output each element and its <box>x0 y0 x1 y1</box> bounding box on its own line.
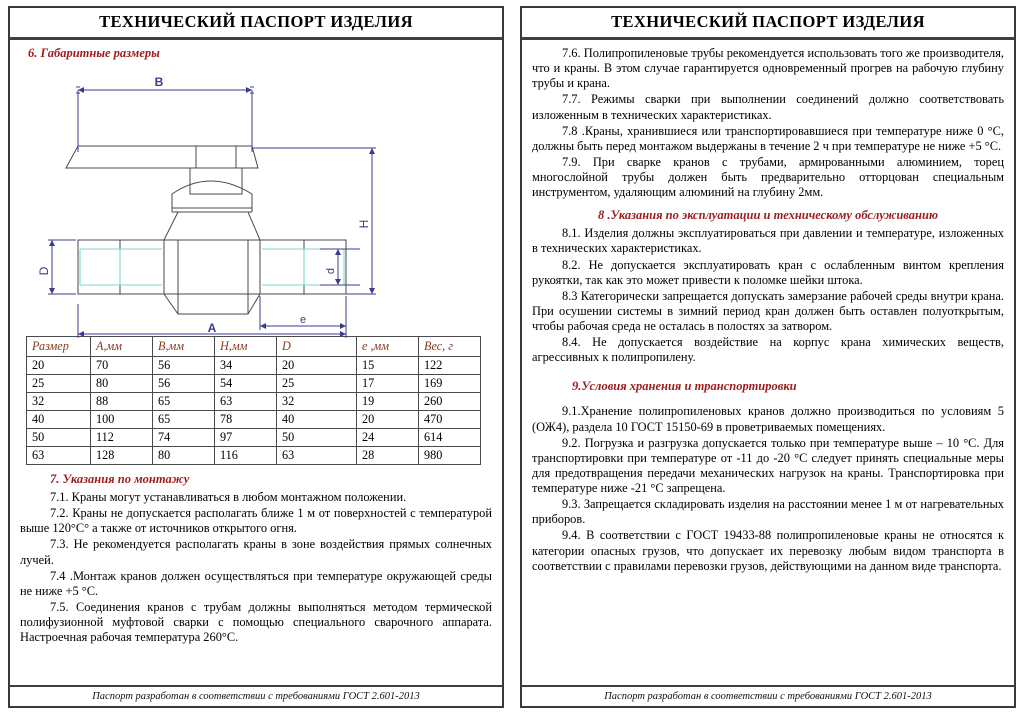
paragraph-7-7: 7.7. Режимы сварки при выполнении соединений должно соответствовать изложенным в технических характеристиках. <box>532 92 1004 122</box>
table-row <box>27 393 481 411</box>
table-cell: 20 <box>277 357 357 375</box>
table-cell: 122 <box>419 357 481 375</box>
paragraph-9-3: 9.3. Запрещается складировать изделия на расстоянии менее 1 м от нагревательных приборов. <box>532 497 1004 527</box>
table-row <box>27 447 481 465</box>
table-cell: 97 <box>215 429 277 447</box>
paragraph-8-1: 8.1. Изделия должны эксплуатироваться при давлении и температуре, изложенных в технических характеристиках. <box>532 226 1004 256</box>
paragraph-7-9: 7.9. При сварке кранов с трубами, армированными алюминием, торец многослойной трубы должен быть предварительно отторцован специальным инструментом, удаляющим алюминий на глубину 2мм. <box>532 154 1004 200</box>
footer-note: Паспорт разработан в соответствии с требованиями ГОСТ 2.601-2013 <box>92 691 420 702</box>
table-cell: 32 <box>277 393 357 411</box>
table-cell: 470 <box>419 411 481 429</box>
footer-note: Паспорт разработан в соответствии с требованиями ГОСТ 2.601-2013 <box>604 691 932 702</box>
right-page-header <box>522 8 1014 40</box>
table-cell: 56 <box>153 375 215 393</box>
table-header-cell: Вес, г <box>419 337 481 357</box>
table-header-cell: D <box>277 337 357 357</box>
table-cell: 128 <box>91 447 153 465</box>
table-cell: 19 <box>357 393 419 411</box>
paragraph-7-1: 7.1. Краны могут устанавливаться в любом монтажном положении. <box>50 490 407 504</box>
left-page-footer <box>10 685 502 706</box>
table-cell: 25 <box>277 375 357 393</box>
section-9-heading: 9.Условия хранения и транспортировки <box>572 379 797 394</box>
table-cell: 17 <box>357 375 419 393</box>
right-page <box>520 6 1016 708</box>
table-cell: 54 <box>215 375 277 393</box>
paragraph-9-1: 9.1.Хранение полипропиленовых кранов должно производиться по условиям 5 (ОЖ4), раздела 10 ГОСТ 15150-69 в проветриваемых помещениях. <box>532 404 1004 434</box>
table-cell: 20 <box>357 411 419 429</box>
table-header-cell: Размер <box>27 337 91 357</box>
paragraph-9-2: 9.2. Погрузка и разгрузка допускается только при температуре выше – 10 °С. Для транспортировки при температуре от -11 до -20 °С следует принять специальные меры для предотвращения передачи механических нагрузок на краны. Транспортировка при температуре ниже -21 °С запрещена. <box>532 435 1004 495</box>
section-7-heading: 7. Указания по монтажу <box>50 472 190 486</box>
paragraph-7-6: 7.6. Полипропиленовые трубы рекомендуется использовать того же производителя, что и краны. В этом случае гарантируется одновременный прогрев на рабочую глубину трубы и крана. <box>532 46 1004 91</box>
page-title: ТЕХНИЧЕСКИЙ ПАСПОРТ ИЗДЕЛИЯ <box>99 12 413 31</box>
right-page-footer <box>522 685 1014 706</box>
table-cell: 63 <box>27 447 91 465</box>
table-cell: 28 <box>357 447 419 465</box>
table-cell: 63 <box>215 393 277 411</box>
table-cell: 614 <box>419 429 481 447</box>
dim-label-d-inner: d <box>325 267 337 275</box>
page-title: ТЕХНИЧЕСКИЙ ПАСПОРТ ИЗДЕЛИЯ <box>611 12 925 31</box>
table-row <box>27 375 481 393</box>
left-page <box>8 6 504 708</box>
table-row <box>27 429 481 447</box>
dim-label-h: H <box>357 219 371 229</box>
table-cell: 50 <box>27 429 91 447</box>
table-cell: 260 <box>419 393 481 411</box>
table-cell: 80 <box>91 375 153 393</box>
table-cell: 112 <box>91 429 153 447</box>
table-cell: 34 <box>215 357 277 375</box>
table-cell: 100 <box>91 411 153 429</box>
table-cell: 980 <box>419 447 481 465</box>
table-cell: 32 <box>27 393 91 411</box>
table-cell: 56 <box>153 357 215 375</box>
table-header-cell: А,мм <box>91 337 153 357</box>
table-cell: 40 <box>277 411 357 429</box>
table-cell: 15 <box>357 357 419 375</box>
dim-label-b: B <box>154 75 164 89</box>
paragraph-7-5: 7.5. Соединения кранов с трубам должны выполняться методом термической полифузионной муфтовой сварки с помощью специального сварочного аппарата. Настроечная рабочая температура 260°С. <box>20 599 492 645</box>
table-cell: 63 <box>277 447 357 465</box>
paragraph-8-2: 8.2. Не допускается эксплуатировать кран с ослабленным винтом крепления рукоятки, так как это может привести к поломке шейки штока. <box>532 257 1004 287</box>
table-cell: 40 <box>27 411 91 429</box>
table-cell: 50 <box>277 429 357 447</box>
paragraph-7-2: 7.2. Краны не допускается располагать ближе 1 м от поверхностей с температурой выше 120°С° а также от источников открытого огня. <box>20 506 492 536</box>
table-cell: 169 <box>419 375 481 393</box>
table-cell: 65 <box>153 411 215 429</box>
table-header-cell: е ,мм <box>357 337 419 357</box>
table-header-cell: В,мм <box>153 337 215 357</box>
section-8-heading: 8 .Указания по эксплуатации и техническому обслуживанию <box>597 208 939 223</box>
table-cell: 78 <box>215 411 277 429</box>
ball-valve-drawing <box>20 64 492 335</box>
paragraph-7-4: 7.4 .Монтаж кранов должен осуществляться при температуре окружающей среды не ниже +5 °С. <box>20 568 492 598</box>
table-cell: 20 <box>27 357 91 375</box>
paragraph-7-3: 7.3. Не рекомендуется располагать краны в зоне воздействия прямых солнечных лучей. <box>20 537 492 567</box>
dim-label-a: A <box>207 321 217 335</box>
table-header-cell: Н,мм <box>215 337 277 357</box>
dimensions-table <box>26 336 481 465</box>
paragraph-8-3: 8.3 Категорически запрещается допускать замерзание рабочей среды внутри крана. При осушении системы в зимний период кран должен быть оставлен полуоткрытым, чтобы рабочая среда не осталась в полостях за затвором. <box>532 288 1004 333</box>
table-cell: 24 <box>357 429 419 447</box>
left-page-body <box>10 40 502 685</box>
left-page-header <box>10 8 502 40</box>
table-cell: 74 <box>153 429 215 447</box>
table-cell: 65 <box>153 393 215 411</box>
dim-label-e: e <box>299 314 307 326</box>
table-cell: 80 <box>153 447 215 465</box>
section-6-heading: 6. Габаритные размеры <box>28 46 160 60</box>
table-row <box>27 357 481 375</box>
paragraph-7-8: 7.8 .Краны, хранившиеся или транспортировавшиеся при температуре ниже 0 °С, должны быть перед монтажом выдержаны в течение 2 ч при температуре не ниже +5 °С. <box>532 123 1004 153</box>
table-row <box>27 411 481 429</box>
right-page-body <box>522 40 1014 685</box>
table-cell: 116 <box>215 447 277 465</box>
paragraph-9-4: 9.4. В соответствии с ГОСТ 19433-88 полипропиленовые краны не относятся к категории опасных грузов, что допускает их перевозку любым видом транспорта в соответствии с правилами перевозки грузов, действующими на данном виде транспорта. <box>532 528 1004 573</box>
table-cell: 70 <box>91 357 153 375</box>
dim-label-d-outer: D <box>37 266 51 276</box>
table-cell: 25 <box>27 375 91 393</box>
table-cell: 88 <box>91 393 153 411</box>
paragraph-8-4: 8.4. Не допускается воздействие на корпус крана химических веществ, агрессивных к полипропилену. <box>532 335 1004 365</box>
